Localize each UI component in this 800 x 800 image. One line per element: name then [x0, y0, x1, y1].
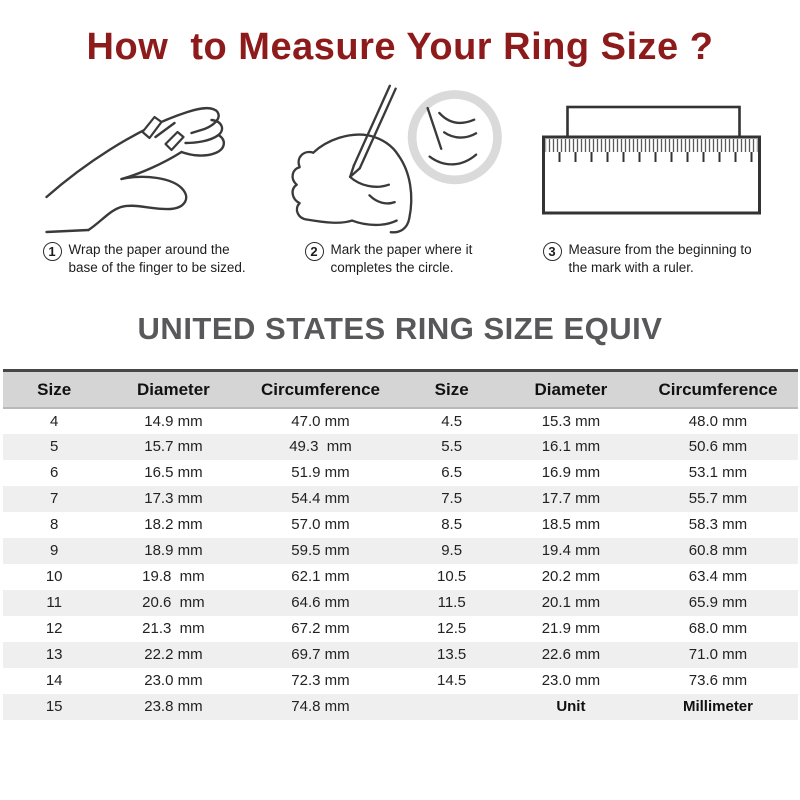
table-cell: 54.4 mm: [241, 486, 400, 512]
table-cell: 72.3 mm: [291, 672, 350, 690]
unit-cell: Millimeter: [638, 694, 797, 720]
table-cell: 7.5: [400, 486, 503, 512]
table-cell: 21.3 mm: [142, 620, 205, 638]
table-cell: 19.4 mm: [503, 538, 638, 564]
table-cell: 23.0 mm: [541, 672, 601, 690]
table-cell: 16.1 mm: [503, 434, 638, 460]
table-cell: 20.1 mm: [503, 590, 638, 616]
table-cell: 20.6 mm: [106, 590, 241, 616]
table-row: [3, 642, 798, 668]
step-1: [18, 79, 271, 277]
step-3-caption: [543, 241, 769, 277]
table-cell: 7: [3, 486, 106, 512]
table-cell: 65.9 mm: [638, 590, 797, 616]
table-row: [3, 460, 798, 486]
table-cell: 57.0 mm: [291, 516, 350, 534]
table-header-cell: Diameter: [106, 371, 241, 408]
table-cell: 17.7 mm: [503, 486, 638, 512]
table-header-row: [3, 371, 798, 408]
table-cell: 60.8 mm: [638, 538, 797, 564]
table-row: [3, 486, 798, 512]
table-cell: [400, 694, 503, 720]
step-1-text: Wrap the paper around the base of the finger to be sized.: [68, 242, 246, 276]
table-cell: 23.8 mm: [106, 694, 241, 720]
table-row: [3, 434, 798, 460]
table-row: [3, 616, 798, 642]
step-3: [529, 79, 782, 277]
table-cell: 11.5: [400, 590, 503, 616]
table-header-cell: Circumference: [638, 371, 797, 408]
table-cell: 53.1 mm: [688, 464, 748, 482]
table-cell: 5.5: [400, 434, 503, 460]
table-row: [3, 668, 798, 694]
table-cell: 4: [50, 412, 59, 430]
ruler-measure-illustration: [533, 79, 778, 239]
table-cell: 55.7 mm: [638, 486, 797, 512]
table-cell: 18.5 mm: [541, 516, 601, 534]
table-cell: 9: [3, 538, 106, 564]
table-cell: 20.2 mm: [541, 568, 601, 586]
table-cell: 71.0 mm: [638, 642, 797, 668]
step-2-caption: [305, 241, 496, 277]
table-cell: 23.0 mm: [144, 672, 203, 690]
table-row: [3, 694, 798, 720]
table-cell: 62.1 mm: [291, 568, 350, 586]
step-2-text: Mark the paper where it completes the circle.: [330, 242, 473, 276]
table-cell: 22.6 mm: [503, 642, 638, 668]
table-header-cell: Size: [3, 371, 106, 408]
ring-size-table: [3, 369, 798, 720]
table-cell: 14: [45, 672, 63, 690]
step-2: [274, 79, 527, 277]
step-2-number-badge: 2: [305, 242, 324, 261]
table-cell: 49.3 mm: [241, 434, 400, 460]
table-cell: 10: [45, 568, 63, 586]
table-cell: 51.9 mm: [291, 464, 350, 482]
table-cell: 21.9 mm: [541, 620, 601, 638]
table-cell: 13.5: [400, 642, 503, 668]
table-cell: 64.6 mm: [241, 590, 400, 616]
table-cell: 15.7 mm: [106, 434, 241, 460]
table-cell: 73.6 mm: [688, 672, 748, 690]
step-1-caption: [43, 241, 247, 277]
table-row: [3, 512, 798, 538]
table-cell: 15.3 mm: [541, 412, 601, 430]
table-cell: 12: [45, 620, 63, 638]
table-cell: 6: [50, 464, 59, 482]
table-cell: 50.6 mm: [638, 434, 797, 460]
table-cell: 6.5: [441, 464, 463, 482]
table-cell: 10.5: [437, 568, 467, 586]
table-header-cell: Size: [400, 371, 503, 408]
table-cell: 18.2 mm: [144, 516, 203, 534]
table-cell: 63.4 mm: [688, 568, 748, 586]
table-cell: 67.2 mm: [291, 620, 350, 638]
table-cell: 16.5 mm: [144, 464, 203, 482]
table-header-cell: Diameter: [503, 371, 638, 408]
table-cell: 47.0 mm: [291, 412, 350, 430]
table-cell: 69.7 mm: [241, 642, 400, 668]
unit-cell: Unit: [503, 694, 638, 720]
table-cell: 14.9 mm: [144, 412, 203, 430]
table-cell: 14.5: [437, 672, 467, 690]
ring-size-table-body: [3, 408, 798, 720]
table-cell: 16.9 mm: [541, 464, 601, 482]
table-row: [3, 408, 798, 434]
table-cell: 12.5: [437, 620, 467, 638]
table-cell: 11: [3, 590, 106, 616]
step-3-number-badge: 3: [543, 242, 562, 261]
table-cell: 4.5: [441, 412, 463, 430]
step-3-text: Measure from the beginning to the mark with a ruler.: [568, 242, 752, 276]
table-header-cell: Circumference: [241, 371, 400, 408]
page-title: How to Measure Your Ring Size ?: [86, 26, 714, 68]
table-row: [3, 538, 798, 564]
table-cell: 68.0 mm: [688, 620, 748, 638]
table-cell: 74.8 mm: [241, 694, 400, 720]
table-cell: 58.3 mm: [688, 516, 748, 534]
table-cell: 19.8 mm: [142, 568, 205, 586]
table-row: [3, 564, 798, 590]
table-cell: 17.3 mm: [106, 486, 241, 512]
table-cell: 13: [3, 642, 106, 668]
hand-wrap-illustration: [22, 79, 267, 239]
table-cell: 8.5: [441, 516, 463, 534]
table-cell: 5: [3, 434, 106, 460]
table-cell: 22.2 mm: [106, 642, 241, 668]
table-row: [3, 590, 798, 616]
mark-paper-illustration: [278, 79, 523, 239]
steps-row: [0, 69, 800, 277]
table-cell: 48.0 mm: [688, 412, 748, 430]
table-heading: UNITED STATES RING SIZE EQUIV: [137, 311, 663, 347]
table-cell: 15: [3, 694, 106, 720]
step-1-number-badge: 1: [43, 242, 62, 261]
table-cell: 59.5 mm: [241, 538, 400, 564]
table-cell: 8: [50, 516, 59, 534]
table-cell: 18.9 mm: [106, 538, 241, 564]
table-cell: 9.5: [400, 538, 503, 564]
